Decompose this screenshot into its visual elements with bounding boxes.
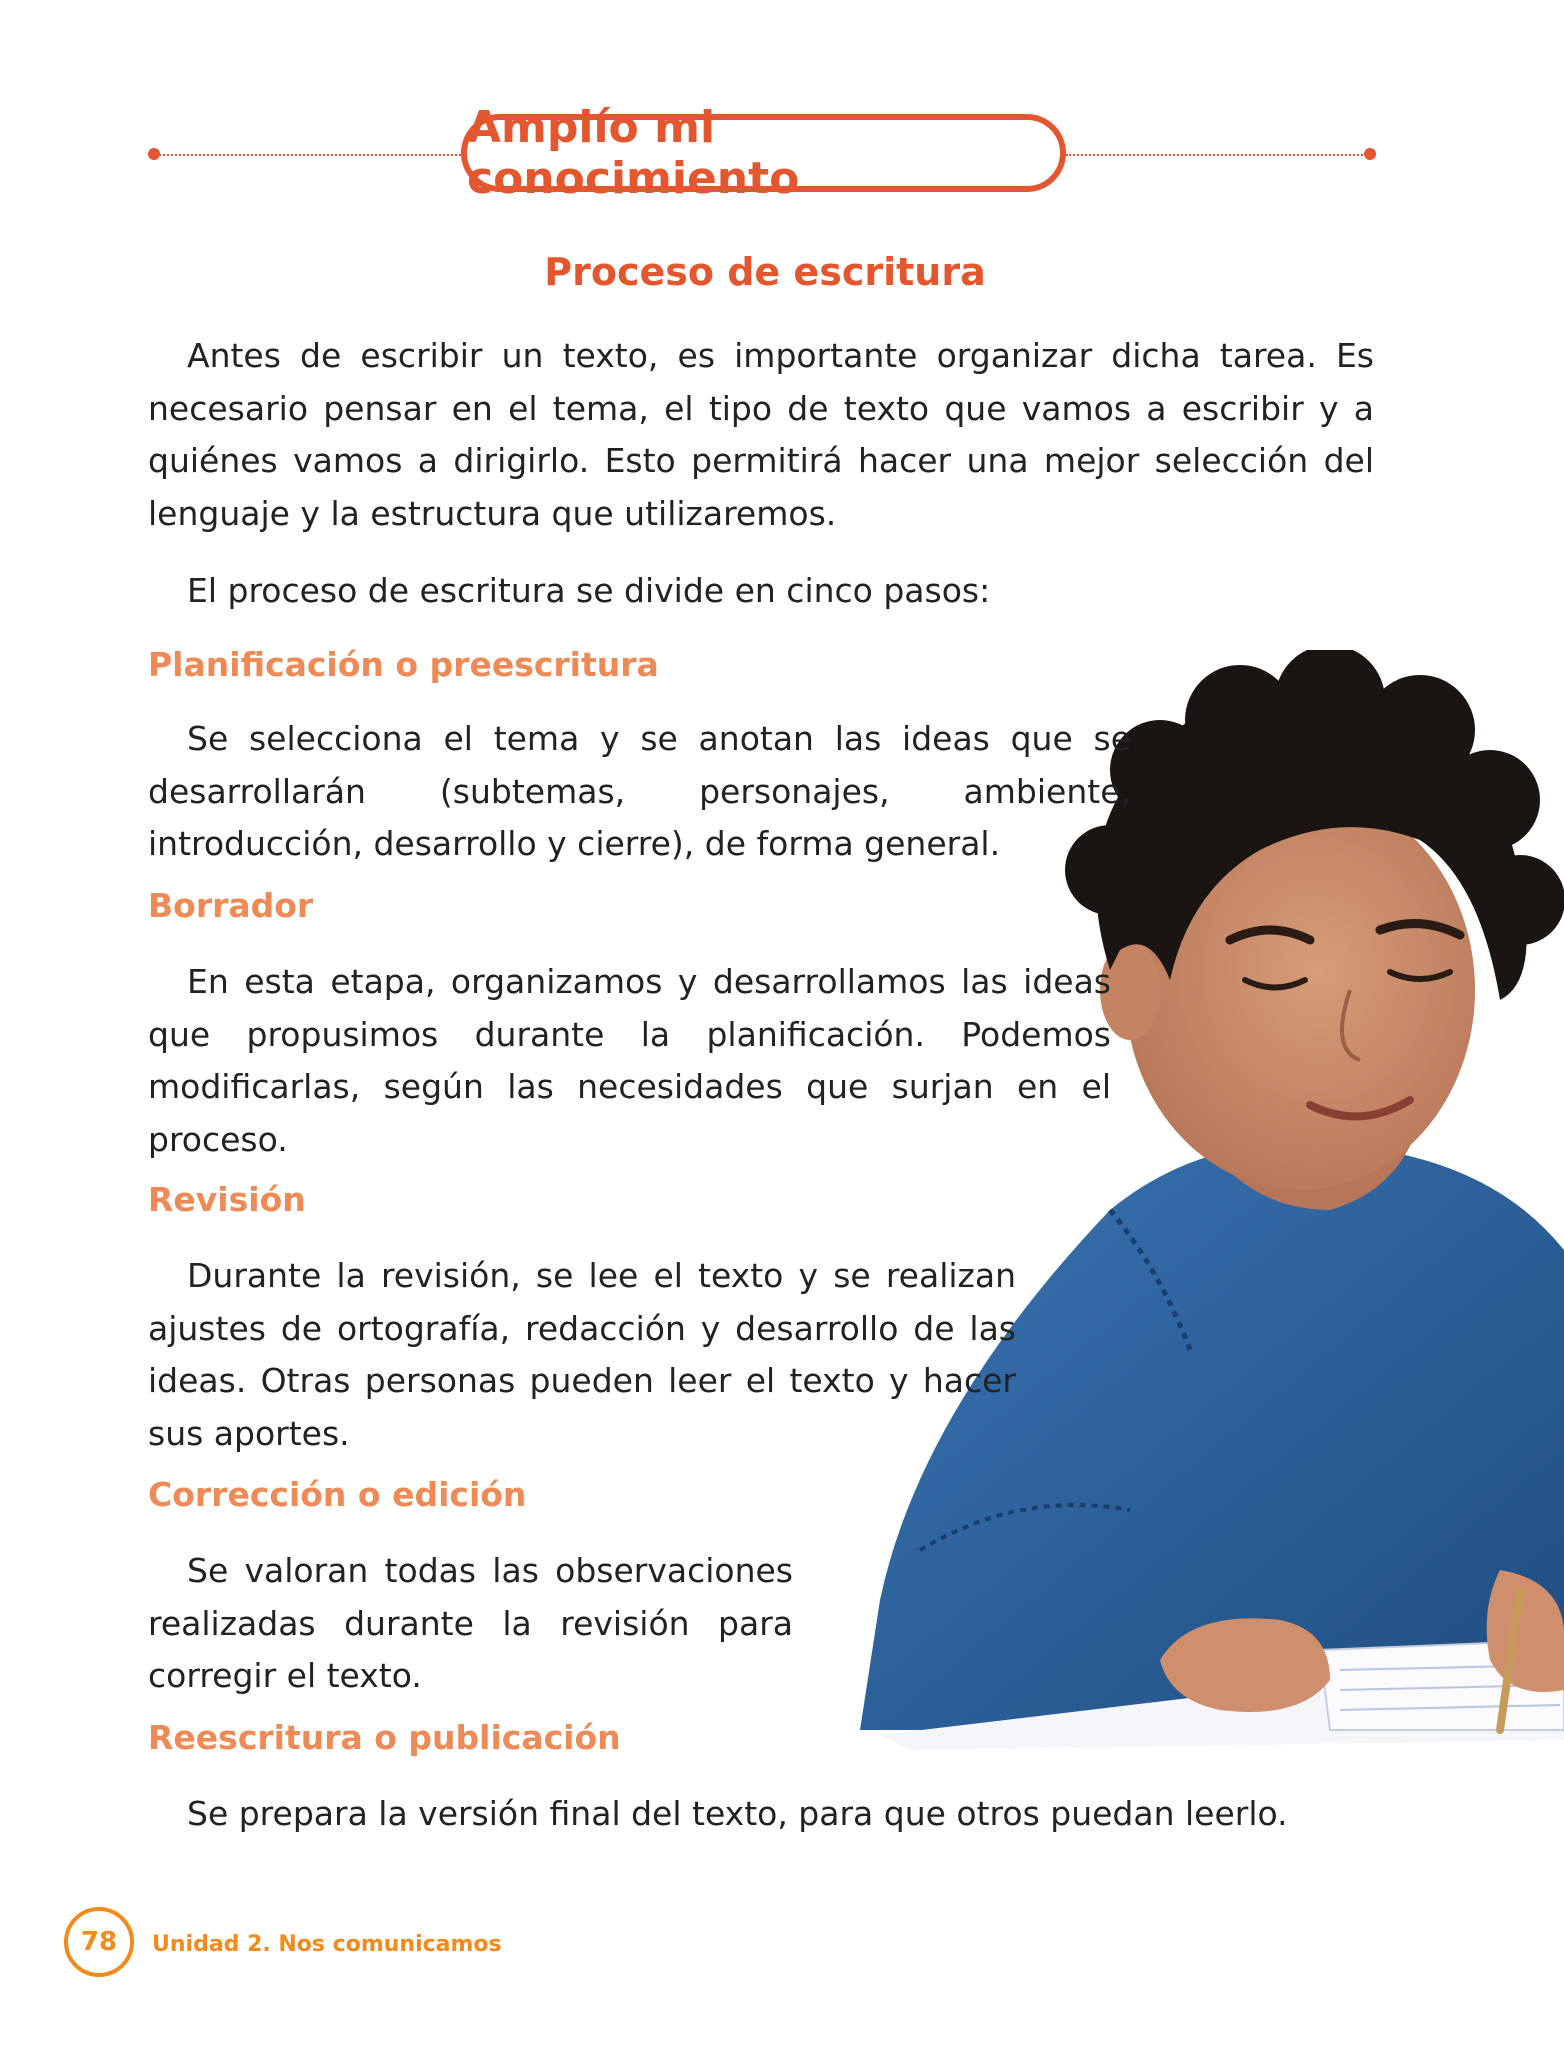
- step-heading-correccion: Corrección o edición: [148, 1475, 527, 1514]
- page-number: 78: [80, 1927, 118, 1957]
- step-text-reescritura: Se prepara la versión final del texto, para que otros puedan leerlo.: [187, 1794, 1288, 1833]
- step-text-borrador: En esta etapa, organizamos y desarrollamos las ideas que propusimos durante la planificación. Podemos modificarlas, según las necesidades que surjan en el proceso.: [148, 962, 1111, 1159]
- step-text-correccion: Se valoran todas las observaciones realizadas durante la revisión para corregir el texto.: [148, 1551, 793, 1695]
- step-heading-borrador: Borrador: [148, 886, 314, 925]
- step-heading-reescritura: Reescritura o publicación: [148, 1718, 621, 1757]
- banner-dotted-line-left: [156, 154, 461, 156]
- page-title: Proceso de escritura: [544, 250, 986, 294]
- step-text-revision: Durante la revisión, se lee el texto y se realizan ajustes de ortografía, redacción y desarrollo de las ideas. Otras personas pueden leer el texto y hacer sus aportes.: [148, 1256, 1016, 1453]
- intro-paragraph: Antes de escribir un texto, es importante organizar dicha tarea. Es necesario pensar en el tema, el tipo de texto que vamos a escribir y a quiénes vamos a dirigirlo. Esto permitirá hacer una mejor selección del lenguaje y la estructura que utilizaremos.: [148, 336, 1374, 533]
- step-heading-planificacion: Planificación o preescritura: [148, 645, 659, 684]
- banner-dot-right: [1364, 148, 1376, 160]
- steps-lead: El proceso de escritura se divide en cinco pasos:: [187, 571, 991, 610]
- step-text-planificacion: Se selecciona el tema y se anotan las ideas que se desarrollarán (subtemas, personajes, ambiente, introducción, desarrollo y cierre), de forma general.: [148, 719, 1131, 863]
- section-banner: [461, 102, 1066, 204]
- page-number-badge: [64, 1907, 134, 1977]
- banner-title: Amplío mi conocimiento: [467, 102, 800, 204]
- banner-dotted-line-right: [1066, 154, 1370, 156]
- unit-label: Unidad 2. Nos comunicamos: [152, 1932, 502, 1957]
- step-heading-revision: Revisión: [148, 1180, 306, 1219]
- banner-dot-left: [148, 148, 160, 160]
